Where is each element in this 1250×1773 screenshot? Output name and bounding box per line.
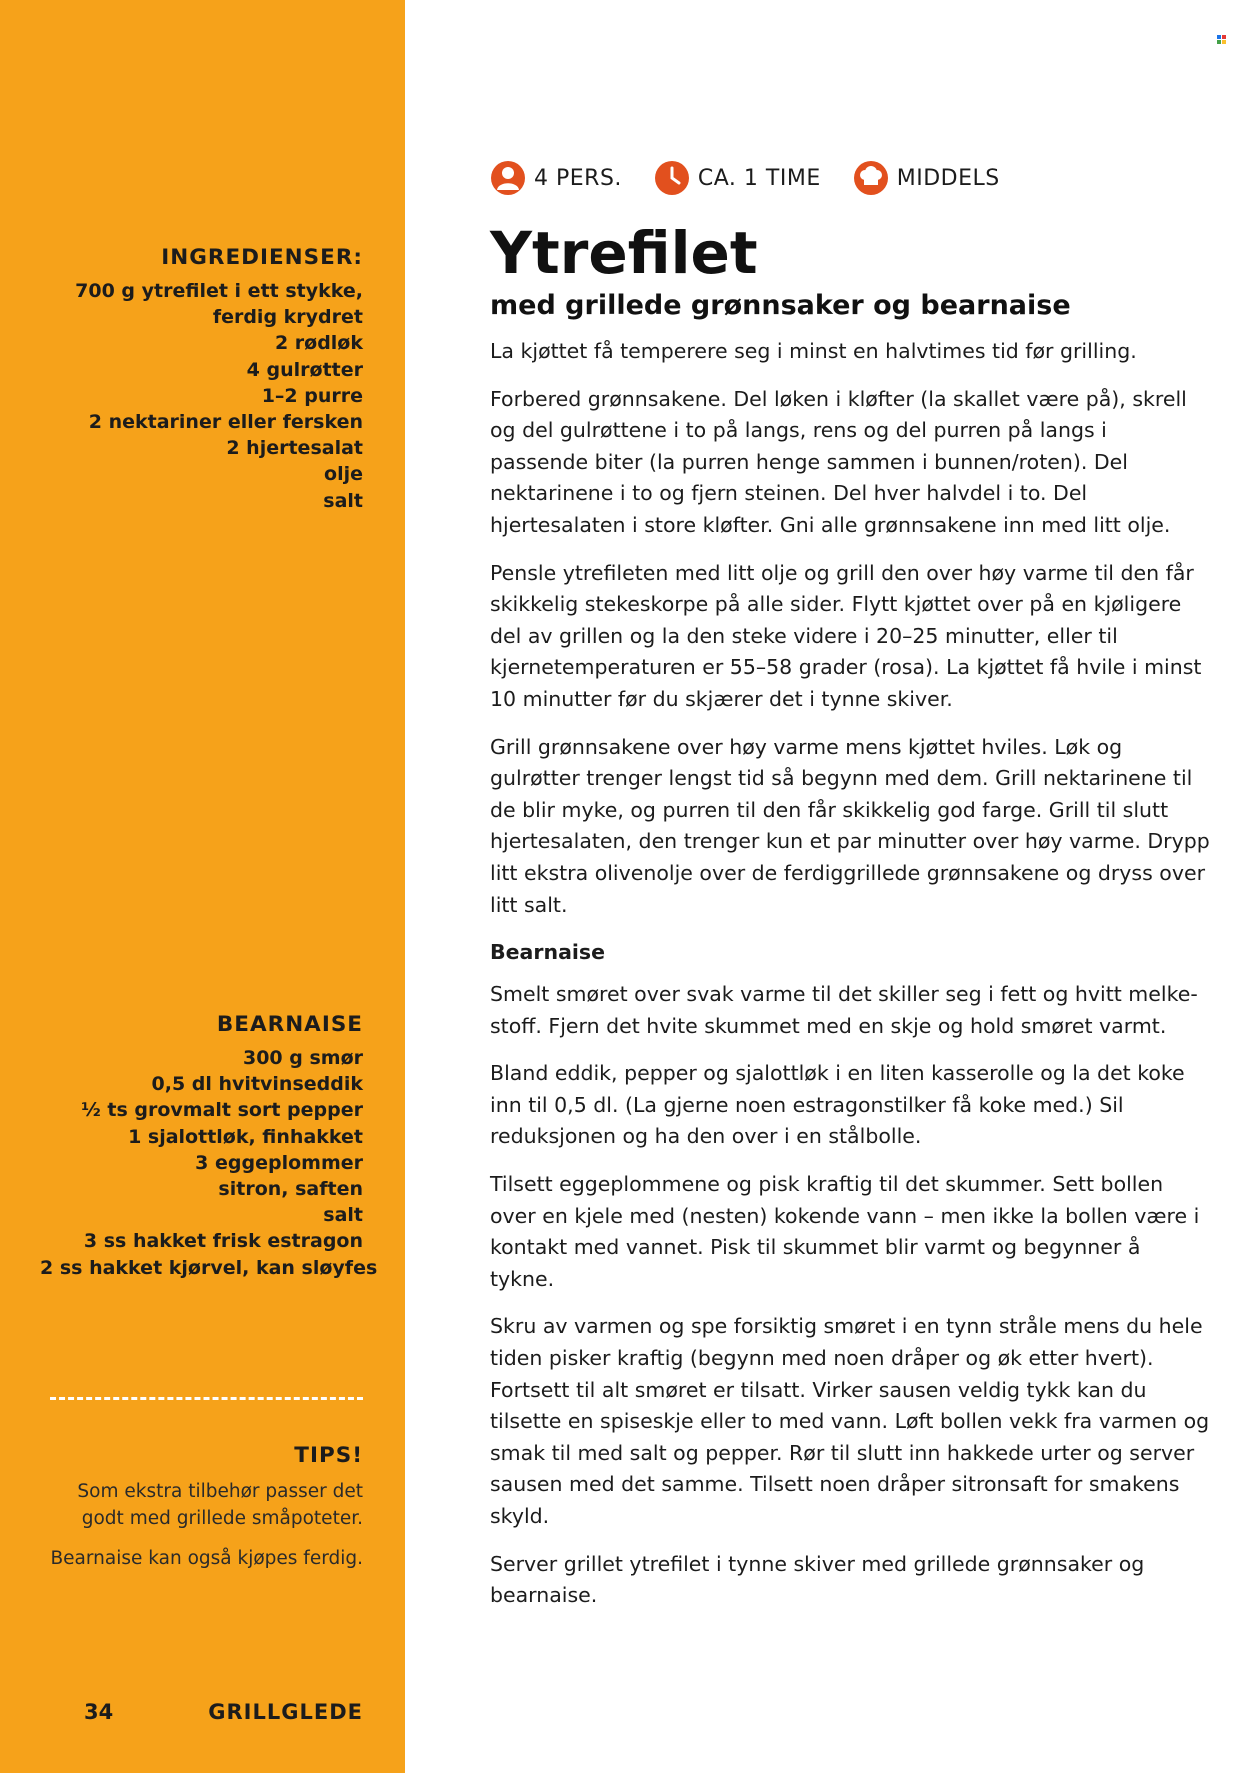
recipe-title: Ytrefilet: [490, 219, 758, 287]
ingredients-list: [40, 278, 363, 514]
ingredient-item: 2 ss hakket kjørvel, kan sløyfes: [40, 1256, 378, 1279]
instruction-paragraph: Grill grønnsakene over høy varme mens kjøttet hviles. Løk og gulrøtter trenger lengst tid så begynn med dem. Grill nektarinene til de blir myke, og purren til den får skikkelig god farge. Grill til slutt hjertesalaten, den trenger kun et par minutter over høy varme. Drypp litt ekstra olivenolje over de ferdiggrillede grønnsakene og dryss over litt salt.: [490, 734, 1210, 917]
ingredient-item: 2 nektariner eller fersken: [88, 411, 363, 434]
cooking-time: [654, 160, 821, 196]
recipe-main: [490, 150, 1210, 1628]
servings: [490, 160, 622, 196]
bearnaise-paragraph: Skru av varmen og spe forsiktig smøret i en tynn stråle mens du hele tiden pisker kraftig (begynn med noen dråper og øk etter hvert). Fortsett til alt smøret er tilsatt. Virker sausen veldig tykk kan du tilsette en spiseskje eller to med vann. Løft bollen vekk fra varmen og smak til med salt og pepper. Rør til slutt inn hakkede urter og server sausen med det samme. Tilsett noen dråper sitronsaft for smakens skyld.: [490, 1314, 1210, 1528]
tips-paragraph: Bearnaise kan også kjøpes ferdig.: [50, 1548, 363, 1569]
difficulty: [853, 160, 1000, 196]
bearnaise-paragraph: Smelt smøret over svak varme til det skiller seg i fett og hvitt melkestoff. Fjern det hvite skummet med en skje og hold smøret varmt.: [490, 982, 1198, 1038]
ingredient-item: ferdig krydret: [212, 306, 363, 329]
ingredient-item: 3 ss hakket frisk estragon: [83, 1230, 363, 1253]
ingredient-item: 700 g ytrefilet i ett stykke,: [75, 280, 363, 302]
ingredient-item: ½ ts grovmalt sort pepper: [81, 1099, 363, 1122]
recipe-subtitle: med grillede grønnsaker og bearnaise: [490, 290, 1071, 321]
tips-heading: TIPS!: [294, 1443, 363, 1468]
ingredient-item: 2 rødløk: [274, 332, 363, 355]
corner-color-mark: [1217, 35, 1226, 44]
dashed-divider: [50, 1397, 363, 1400]
section-name: GRILLGLEDE: [208, 1700, 363, 1724]
ingredients-heading: INGREDIENSER:: [161, 245, 363, 270]
recipe-meta: [490, 150, 1210, 206]
ingredient-item: 1 sjalottløk, finhakket: [128, 1125, 363, 1148]
chef-hat-icon: [853, 160, 889, 196]
tips-section: [40, 1443, 363, 1585]
ingredients-section: [40, 245, 363, 514]
ingredient-item: 300 g smør: [242, 1047, 363, 1069]
bearnaise-ingredients-heading: BEARNAISE: [216, 1012, 363, 1037]
ingredient-item: 3 eggeplommer: [195, 1151, 363, 1174]
bearnaise-heading: Bearnaise: [490, 940, 606, 965]
person-icon: [490, 160, 526, 196]
ingredients-sidebar: [0, 0, 405, 1773]
bearnaise-paragraph: Server grillet ytrefilet i tynne skiver med grillede grønnsaker og bearnaise.: [490, 1551, 1145, 1608]
servings-text: 4 PERS.: [534, 165, 622, 191]
bearnaise-paragraph: Tilsett eggeplommene og pisk kraftig til det skummer. Sett bollen over en kjele med (nesten) kokende vann – men ikke la bollen være i kontakt med vannet. Pisk til skummet blir varmt og begynner å tykne.: [490, 1172, 1200, 1291]
tips-paragraph: Som ekstra tilbehør passer det godt med grillede småpoteter.: [77, 1481, 363, 1529]
bearnaise-paragraph: Bland eddik, pepper og sjalottløk i en liten kasserolle og la det koke inn til 0,5 dl. (La gjerne noen estragonstilker få koke med.) Sil reduksjonen og ha den over i en stålbolle.: [490, 1061, 1185, 1149]
clock-icon: [654, 160, 690, 196]
bearnaise-ingredients-list: [40, 1045, 378, 1281]
bearnaise-ingredients-section: [40, 1012, 378, 1281]
page-number: 34: [84, 1700, 114, 1724]
ingredient-item: salt: [323, 1204, 363, 1227]
recipe-instructions: [490, 336, 1210, 1612]
ingredient-item: 4 gulrøtter: [246, 358, 363, 381]
ingredient-item: sitron, saften: [218, 1178, 363, 1201]
time-text: CA. 1 TIME: [697, 165, 821, 191]
ingredient-item: 0,5 dl hvitvinseddik: [151, 1073, 363, 1096]
ingredient-item: salt: [323, 489, 363, 512]
difficulty-text: MIDDELS: [896, 165, 1000, 191]
ingredient-item: 2 hjertesalat: [226, 437, 363, 460]
ingredient-item: olje: [324, 463, 363, 486]
instruction-paragraph: Pensle ytrefileten med litt olje og grill den over høy varme til den får skikkelig stekeskorpe på alle sider. Flytt kjøttet over på en kjøligere del av grillen og la den steke videre i 20–25 minutter, eller til kjernetemperaturen er 55–58 grader (rosa). La kjøttet få hvile i minst 10 minutter før du skjærer det i tynne skiver.: [490, 560, 1202, 711]
instruction-paragraph: Forbered grønnsakene. Del løken i kløfter (la skallet være på), skrell og del gulrøttene i to på langs, rens og del purren på langs i passende biter (la purren henge sammen i bunnen/roten). Del nektarinene i to og fjern steinen. Del hver halvdel i to. Del hjertesalaten i store kløfter. Gni alle grønnsakene inn med litt olje.: [490, 386, 1187, 537]
page-footer: [84, 1700, 363, 1730]
instruction-paragraph: La kjøttet få temperere seg i minst en halvtimes tid før grilling.: [490, 339, 1137, 363]
ingredient-item: 1–2 purre: [261, 384, 363, 407]
